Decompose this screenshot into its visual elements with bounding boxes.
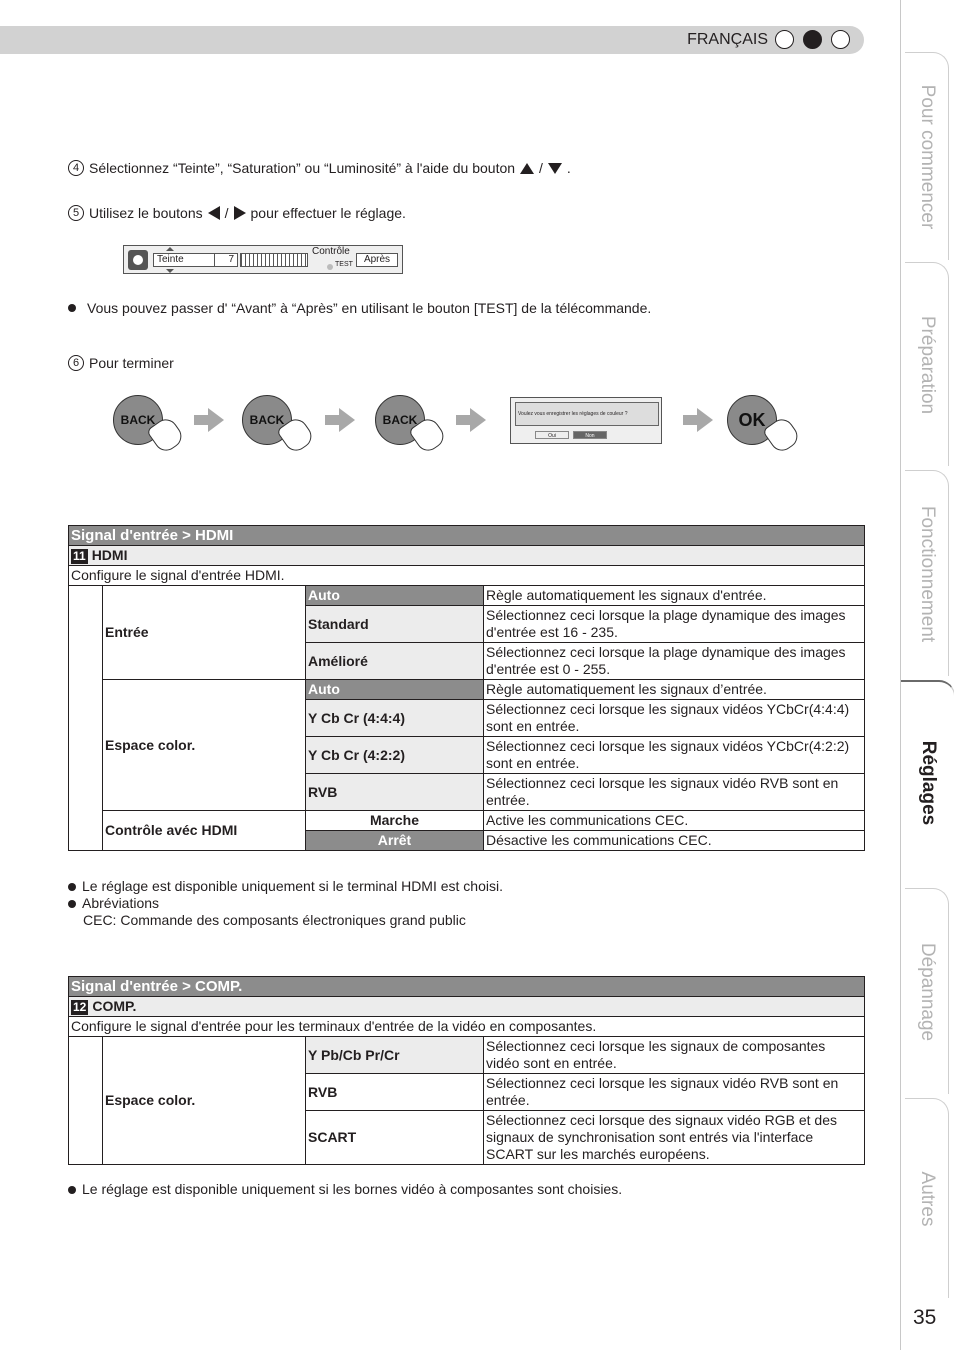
osd-item: Teinte: [153, 253, 238, 267]
table-title: Signal d'entrée > COMP.: [69, 977, 865, 997]
tab-pour-commencer[interactable]: Pour commencer: [905, 52, 949, 260]
item-number: 12: [73, 1000, 87, 1014]
bullet-icon: [68, 883, 76, 891]
page-number: 35: [913, 1306, 937, 1329]
blank-cell: [69, 586, 103, 851]
description-cell: Sélectionnez ceci lorsque les signaux vidéos YCbCr(4:2:2) sont en entrée.: [484, 737, 865, 774]
header-bar: [0, 26, 864, 54]
osd-value: 7: [214, 253, 238, 267]
test-indicator-icon: [327, 264, 333, 270]
item-name: COMP.: [92, 998, 137, 1014]
osd-label: Contrôle: [312, 246, 350, 257]
bullet-icon: [68, 900, 76, 908]
step-text: Sélectionnez “Teinte”, “Saturation” ou “Luminosité” à l'aide du bouton: [89, 160, 516, 176]
option-cell: RVB: [306, 1074, 484, 1111]
step-text: Pour terminer: [89, 355, 174, 371]
tab-reglages[interactable]: Réglages: [901, 680, 954, 884]
note-item: Le réglage est disponible uniquement si les bornes vidéo à composantes sont choisies.: [68, 1181, 622, 1198]
option-cell: Auto: [306, 680, 484, 700]
group-label: Espace color.: [103, 680, 306, 811]
step-number: 5: [68, 205, 84, 221]
dialog-no-button: Non: [573, 431, 607, 439]
note-text: Vous pouvez passer d' “Avant” à “Après” en utilisant le bouton [TEST] de la télécommande.: [87, 300, 652, 316]
language-label: FRANÇAIS: [687, 31, 768, 48]
description-cell: Sélectionnez ceci lorsque les signaux vidéo RVB sont en entrée.: [484, 774, 865, 811]
hdmi-settings-table: [68, 525, 865, 851]
back-button: BACK: [375, 395, 425, 445]
description-cell: Sélectionnez ceci lorsque des signaux vidéo RGB et des signaux de synchronisation sont entrés via l'interface SCART sur les marchés européens.: [484, 1111, 865, 1165]
description-cell: Règle automatiquement les signaux d'entrée.: [484, 586, 865, 606]
item-number: 11: [73, 549, 86, 563]
description-cell: Règle automatiquement les signaux d’entrée.: [484, 680, 865, 700]
blank-cell: [69, 1037, 103, 1165]
section-dot-icon: [831, 30, 850, 49]
color-icon: [128, 250, 148, 270]
group-label: Entrée: [103, 586, 306, 680]
chapter-sidebar: [900, 0, 954, 1350]
ok-button: OK: [727, 395, 777, 445]
description-cell: Sélectionnez ceci lorsque la plage dynamique des images d'entrée est 0 - 255.: [484, 643, 865, 680]
item-name: HDMI: [91, 547, 128, 563]
option-cell: Y Cb Cr (4:2:2): [306, 737, 484, 774]
table-subtitle: [69, 997, 865, 1017]
section-dot-icon: [775, 30, 794, 49]
step-5: [68, 205, 406, 221]
tab-autres[interactable]: Autres: [905, 1098, 949, 1298]
description-cell: Sélectionnez ceci lorsque les signaux vidéo RVB sont en entrée.: [484, 1074, 865, 1111]
step-number: 6: [68, 355, 84, 371]
option-cell: Marche: [306, 811, 484, 831]
step-text: Utilisez le boutons: [89, 205, 203, 221]
description-cell: Active les communications CEC.: [484, 811, 865, 831]
table-description: Configure le signal d'entrée HDMI.: [69, 566, 865, 586]
description-cell: Sélectionnez ceci lorsque les signaux vidéos YCbCr(4:4:4) sont en entrée.: [484, 700, 865, 737]
description-cell: Désactive les communications CEC.: [484, 831, 865, 851]
option-cell: Y Cb Cr (4:4:4): [306, 700, 484, 737]
option-cell: SCART: [306, 1111, 484, 1165]
note-item: Abréviations: [68, 895, 503, 912]
osd-slider: [240, 253, 308, 267]
option-cell: Y Pb/Cb Pr/Cr: [306, 1037, 484, 1074]
option-cell: RVB: [306, 774, 484, 811]
next-arrow-icon: [325, 410, 355, 430]
option-cell: Standard: [306, 606, 484, 643]
osd-mode: Après: [356, 253, 398, 267]
option-cell: Auto: [306, 586, 484, 606]
up-arrow-icon: [520, 163, 534, 174]
period: .: [566, 160, 571, 176]
save-dialog: [510, 397, 662, 444]
hdmi-notes: [68, 878, 503, 929]
comp-settings-table: [68, 976, 865, 1165]
table-title: Signal d'entrée > HDMI: [69, 526, 865, 546]
up-arrow-icon: [166, 247, 174, 251]
group-label: Espace color.: [103, 1037, 306, 1165]
osd-adjust-bar: [123, 245, 403, 274]
bullet-icon: [68, 1186, 76, 1194]
section-dot-active-icon: [803, 30, 822, 49]
dialog-yes-button: Oui: [535, 431, 569, 439]
back-button: BACK: [242, 395, 292, 445]
next-arrow-icon: [456, 410, 486, 430]
separator: /: [539, 160, 543, 176]
tab-fonctionnement[interactable]: Fonctionnement: [905, 470, 949, 676]
next-arrow-icon: [194, 410, 224, 430]
next-arrow-icon: [683, 410, 713, 430]
step-6: [68, 355, 174, 371]
bullet-icon: [68, 304, 76, 312]
tab-preparation[interactable]: Préparation: [905, 262, 949, 466]
separator: /: [224, 205, 229, 221]
option-cell: Arrêt: [306, 831, 484, 851]
comp-note: [68, 1181, 622, 1198]
dialog-question: Voulez vous enregistrer les réglages de couleur ?: [515, 402, 659, 426]
table-description: Configure le signal d'entrée pour les terminaux d'entrée de la vidéo en composantes.: [69, 1017, 865, 1037]
down-arrow-icon: [166, 269, 174, 273]
tab-depannage[interactable]: Dépannage: [905, 888, 949, 1094]
left-arrow-icon: [208, 206, 220, 220]
group-label: Contrôle avéc HDMI: [103, 811, 306, 851]
table-subtitle: [69, 546, 865, 566]
step-4: [68, 160, 571, 176]
test-note: [68, 300, 651, 316]
description-cell: Sélectionnez ceci lorsque la plage dynamique des images d'entrée est 16 - 235.: [484, 606, 865, 643]
right-arrow-icon: [234, 206, 246, 220]
back-button: BACK: [113, 395, 163, 445]
osd-test: TEST: [335, 261, 353, 268]
option-cell: Amélioré: [306, 643, 484, 680]
note-item: Le réglage est disponible uniquement si le terminal HDMI est choisi.: [68, 878, 503, 895]
down-arrow-icon: [548, 163, 562, 174]
note-item: CEC: Commande des composants électroniques grand public: [83, 912, 466, 928]
step-text-2: pour effectuer le réglage.: [250, 205, 406, 221]
step-number: 4: [68, 160, 84, 176]
description-cell: Sélectionnez ceci lorsque les signaux de composantes vidéo sont en entrée.: [484, 1037, 865, 1074]
